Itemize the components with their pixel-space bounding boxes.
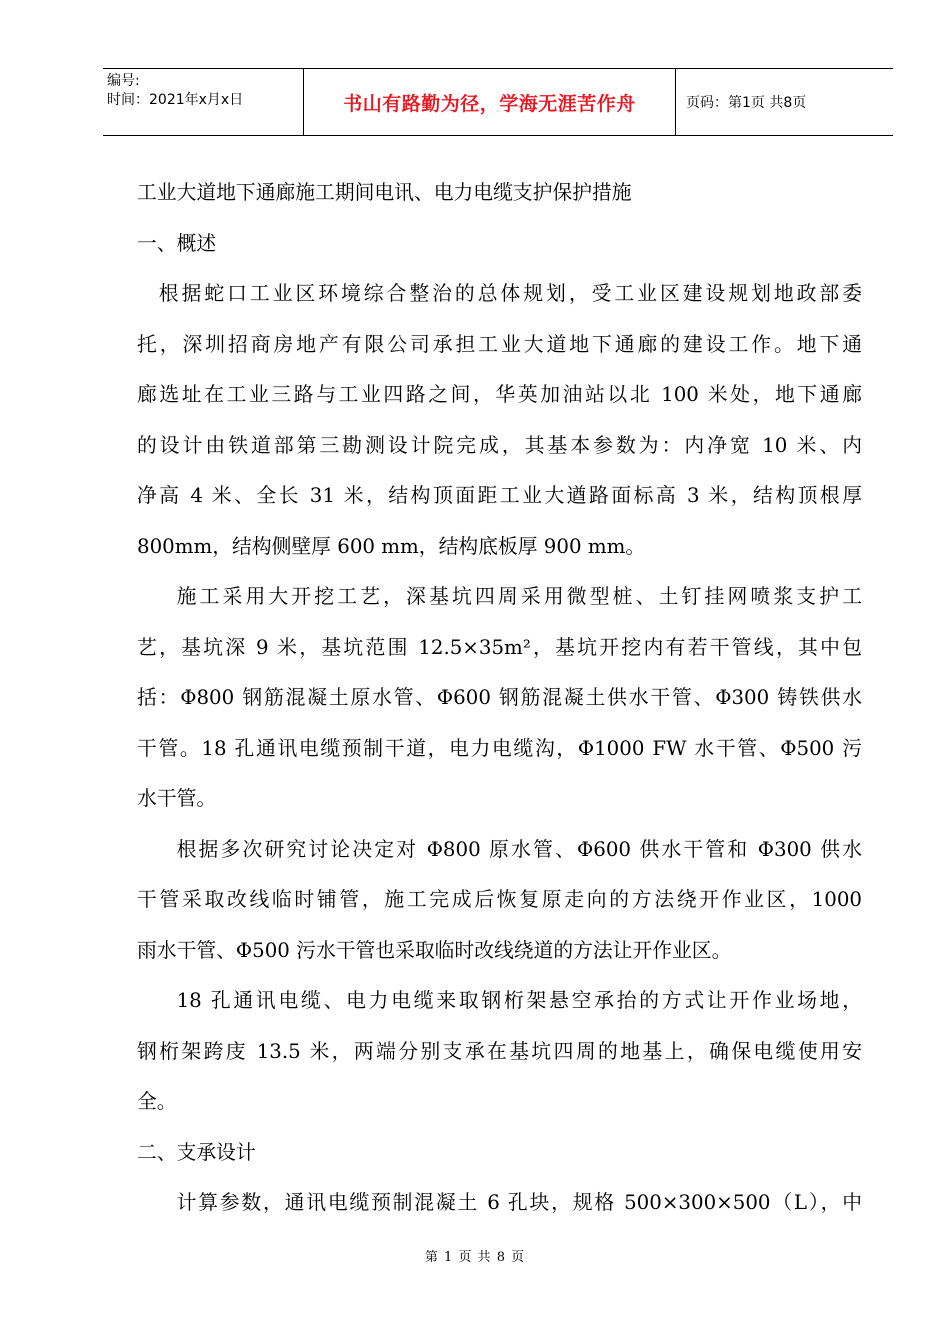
header-motto: 书山有路勤为径，学海无涯苦作舟 bbox=[343, 92, 636, 115]
paragraph-line: 钢桁架跨庋 13.5 米，两端分别支承在基坑四周的地基上，确保电缆使用安 bbox=[137, 1039, 862, 1063]
document-header bbox=[103, 68, 893, 136]
paragraph-line: 18 孔通讯电缆、电力电缆来取钢桁架悬空承抬的方式让开作业场地， bbox=[176, 989, 862, 1012]
paragraph-line: 净高 4 米、全长 31 米，结构顶面距工业大遒路面标高 3 米，结构顶根厚 bbox=[137, 484, 862, 507]
paragraph-line: 艺，基坑深 9 米，基坑范围 12.5×35m²，基坑开挖内有若干管线，其中包 bbox=[137, 635, 862, 659]
paragraph-line: 计算参数，通讯电缆预制混凝土 6 孔块，规格 500×300×500（L），中 bbox=[176, 1191, 862, 1214]
serial-label: 编号: bbox=[107, 73, 140, 89]
document-title: 工业大道地下通廊施工期间电讯、电力电缆支护保护措施 bbox=[137, 181, 632, 204]
paragraph-line: 托，深圳招商房地产有限公司承担工业大道地下通廊的建设工作。地下通 bbox=[137, 332, 862, 356]
time-label: 时间：2021年x月x日 bbox=[107, 92, 244, 108]
header-right-cell bbox=[676, 69, 893, 135]
paragraph-line: 根据多次研究讨论决定对 Φ800 原水管、Φ600 供水干管和 Φ300 供水 bbox=[176, 837, 862, 861]
header-left-cell bbox=[103, 69, 303, 135]
document-body bbox=[137, 168, 862, 1229]
paragraph-line: 干管。18 孔通讯电缆预制干道，电力电缆沟，Φ1000 FW 水干管、Φ500 污 bbox=[137, 736, 862, 760]
paragraph-line: 廊选址在工业三路与工业四路之间，华英加油站以北 100 米处，地下通廊 bbox=[137, 383, 862, 406]
paragraph-line: 雨水干管、Φ500 污水干管也采取临时改线绕道的方法让开作业区。 bbox=[137, 938, 732, 962]
paragraph-line: 括：Φ800 钢筋混凝土原水管、Φ600 钢筋混凝土供水干管、Φ300 铸铁供水 bbox=[137, 686, 862, 709]
paragraph-line: 全。 bbox=[137, 1090, 177, 1113]
paragraph-line: 水干管。 bbox=[137, 787, 217, 810]
paragraph-line: 的设计由铁道部第三勘测设计院完成，其基本参数为：内净宽 10 米、内 bbox=[137, 433, 862, 457]
section-heading-support-design: 二、支承设计 bbox=[137, 1140, 256, 1164]
page-footer: 第 1 页 共 8 页 bbox=[424, 1250, 526, 1265]
paragraph-line: 根据蛇口工业区环境综合整治的总体规划，受工业区建设规划地政部委 bbox=[158, 282, 862, 305]
section-heading-overview: 一、概述 bbox=[137, 231, 217, 255]
header-middle-cell bbox=[303, 69, 676, 135]
paragraph-line: 施工采用大开挖工艺，深基坑四周采用微型桩、土钉挂网喷浆支护工 bbox=[176, 585, 862, 608]
paragraph-line: 干管采取改线临时铺管，施工完成后恢复原走向的方法绕开作业区，1000 bbox=[137, 888, 862, 911]
paragraph-line: 800mm，结构侧壁厚 600 mm，结构底板厚 900 mm。 bbox=[137, 534, 646, 558]
header-page-info: 页码：第1页 共8页 bbox=[686, 95, 807, 111]
